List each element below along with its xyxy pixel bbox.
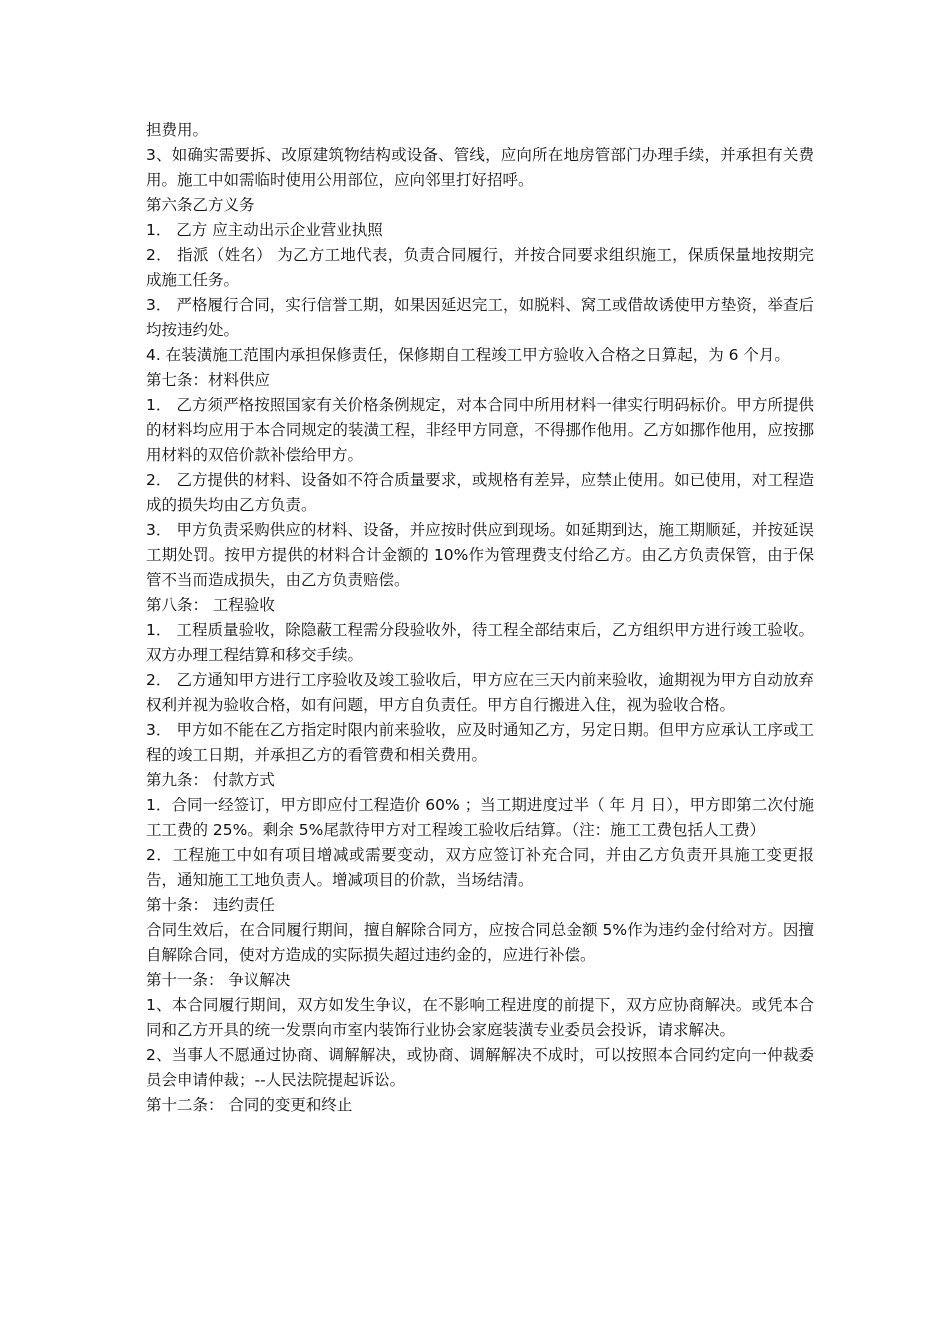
- paragraph-22: 2、当事人不愿通过协商、调解解决，或协商、调解解决不成时，可以按照本合同约定向一仲裁委员会申请仲裁；--人民法院提起诉讼。: [146, 1046, 814, 1089]
- heading-article-12: 第十二条： 合同的变更和终止: [146, 1096, 353, 1114]
- paragraph-1: 3、如确实需要拆、改原建筑物结构或设备、管线，应向所在地房管部门办理手续，并承担有关费用。施工中如需临时使用公用部位，应向邻里打好招呼。: [146, 146, 814, 189]
- heading-article-11: 第十一条： 争议解决: [146, 971, 291, 989]
- paragraph-13: 2． 乙方通知甲方进行工序验收及竣工验收后，甲方应在三天内前来验收，逾期视为甲方自动放弃权利并视为验收合格，如有问题，甲方自负责任。甲方自行搬进入住，视为验收合格。: [146, 671, 814, 714]
- paragraph-10: 3． 甲方负责采购供应的材料、设备，并应按时供应到现场。如延期到达，施工期顺延，并按延误工期处罚。按甲方提供的材料合计金额的 10%作为管理费支付给乙方。由乙方负责保管，由于保管不当而造成损失，由乙方负责赔偿。: [146, 521, 814, 589]
- heading-article-9: 第九条： 付款方式: [146, 771, 275, 789]
- paragraph-0: 担费用。: [146, 121, 209, 139]
- paragraph-6: 4. 在装潢施工范围内承担保修责任，保修期自工程竣工甲方验收入合格之日算起，为 6 个月。: [146, 346, 790, 364]
- paragraph-16: 1．合同一经签订，甲方即应付工程造价 60% ；当工期进度过半（ 年 月 日），甲方即第二次付施工工费的 25%。剩余 5%尾款待甲方对工程竣工验收后结算。（注：施工工费包括人工费）: [146, 796, 814, 839]
- paragraph-3: 1． 乙方 应主动出示企业营业执照: [146, 221, 383, 239]
- paragraph-17: 2．工程施工中如有项目增减或需要变动，双方应签订补充合同，并由乙方负责开具施工变更报告，通知施工工地负责人。增减项目的价款，当场结清。: [146, 846, 814, 889]
- paragraph-8: 1． 乙方须严格按照国家有关价格条例规定，对本合同中所用材料一律实行明码标价。甲方所提供的材料均应用于本合同规定的装潢工程，非经甲方同意，不得挪作他用。乙方如挪作他用，应按挪用材料的双倍价款补偿给甲方。: [146, 396, 814, 464]
- paragraph-14: 3． 甲方如不能在乙方指定时限内前来验收，应及时通知乙方，另定日期。但甲方应承认工序或工程的竣工日期，并承担乙方的看管费和相关费用。: [146, 721, 814, 764]
- paragraph-12: 1． 工程质量验收，除隐蔽工程需分段验收外，待工程全部结束后，乙方组织甲方进行竣工验收。双方办理工程结算和移交手续。: [146, 621, 814, 664]
- heading-article-10: 第十条： 违约责任: [146, 896, 275, 914]
- paragraph-9: 2． 乙方提供的材料、设备如不符合质量要求，或规格有差异，应禁止使用。如已使用，对工程造成的损失均由乙方负责。: [146, 471, 814, 514]
- document-page: [146, 118, 814, 1118]
- heading-article-6: 第六条乙方义务: [146, 196, 255, 214]
- heading-article-7: 第七条：材料供应: [146, 371, 271, 389]
- paragraph-21: 1、本合同履行期间，双方如发生争议，在不影响工程进度的前提下，双方应协商解决。或凭本合同和乙方开具的统一发票向市室内装饰行业协会家庭装潢专业委员会投诉，请求解决。: [146, 996, 814, 1039]
- paragraph-19: 合同生效后，在合同履行期间，擅自解除合同方，应按合同总金额 5%作为违约金付给对方。因擅自解除合同，使对方造成的实际损失超过违约金的，应进行补偿。: [146, 921, 814, 964]
- paragraph-4: 2． 指派（姓名） 为乙方工地代表，负责合同履行，并按合同要求组织施工，保质保量地按期完成施工任务。: [146, 246, 814, 289]
- paragraph-5: 3． 严格履行合同，实行信誉工期，如果因延迟完工，如脱料、窝工或借故诱使甲方垫资，举查后均按违约处。: [146, 296, 814, 339]
- heading-article-8: 第八条： 工程验收: [146, 596, 275, 614]
